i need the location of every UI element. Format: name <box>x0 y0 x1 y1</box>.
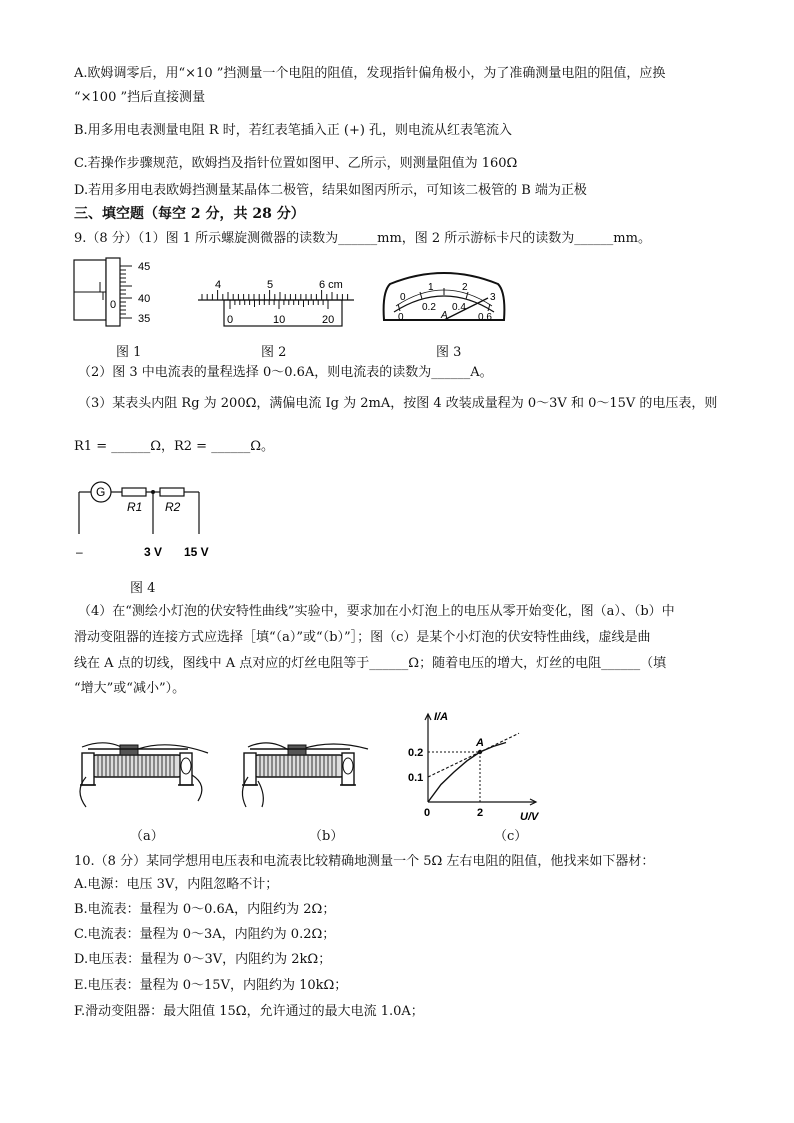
terminal-15v: 15 V <box>184 545 209 559</box>
ammeter-bottom-0: 0 <box>398 312 404 323</box>
galvanometer-label: G <box>96 485 106 499</box>
resistor-r2 <box>160 488 184 496</box>
caliper-vernier-0: 0 <box>227 314 234 326</box>
caliper-vernier-20: 20 <box>322 314 335 326</box>
fig4-caption: 图 4 <box>130 581 156 596</box>
option-a-cont: “×100 ”挡后直接测量 <box>74 90 206 105</box>
q9-part3: （3）某表头内阻 Rg 为 200Ω，满偏电流 Ig 为 2mA，按图 4 改装成量程为 0～3V 和 0～15V 的电压表，则 <box>78 396 718 411</box>
fig-a-caption: （a） <box>130 829 164 844</box>
caliper-main-ticks <box>202 290 348 300</box>
micrometer-label-45: 45 <box>138 261 151 273</box>
micrometer-label-40: 40 <box>138 293 151 305</box>
item-b: B.电流表：量程为 0～0.6A，内阻约为 2Ω； <box>74 902 336 917</box>
x-axis-label: U/V <box>520 811 539 823</box>
q9-part4-cont2: 线在 A 点的切线，图线中 A 点对应的灯丝电阻等于______Ω；随着电压的增大，灯丝的电阻______（填 <box>74 656 667 671</box>
option-a: A.欧姆调零后，用“×10 ”挡测量一个电阻的阻值，发现指针偏角极小，为了准确测量电阻的阻值，应换 <box>74 66 666 81</box>
q9-part4-cont3: “增大”或“减小”）。 <box>74 681 186 696</box>
fig-c-caption: （c） <box>494 829 528 844</box>
rheostat-b-figure <box>240 735 372 809</box>
option-d: D.若用多用电表欧姆挡测量某晶体二极管，结果如图丙所示，可知该二极管的 B 端为正极 <box>74 183 587 198</box>
caliper-vernier-10: 10 <box>273 314 286 326</box>
ammeter-bottom-06: 0.6 <box>478 312 492 323</box>
ammeter-top-3: 3 <box>490 292 496 303</box>
r2-label: R2 <box>165 500 181 514</box>
ammeter-bottom-04: 0.4 <box>452 302 466 313</box>
point-a-marker <box>478 750 482 754</box>
point-a-label: A <box>476 737 484 749</box>
caliper-main-4: 4 <box>215 279 222 291</box>
section-heading: 三、填空题（每空 2 分，共 28 分） <box>74 206 305 222</box>
fig3-caption: 图 3 <box>436 345 462 360</box>
ammeter-ticks <box>398 288 490 311</box>
resistor-r1 <box>122 488 146 496</box>
item-c: C.电流表：量程为 0～3A，内阻约为 0.2Ω； <box>74 927 336 942</box>
q10-intro: 10.（8 分）某同学想用电压表和电流表比较精确地测量一个 5Ω 左右电阻的阻值，他找来如下器材： <box>74 854 655 869</box>
item-d: D.电压表：量程为 0～3V，内阻约为 2kΩ； <box>74 952 332 967</box>
q9-part2: （2）图 3 中电流表的量程选择 0～0.6A，则电流表的读数为______A。 <box>78 365 493 380</box>
micrometer-label-0: 0 <box>110 299 117 311</box>
item-a: A.电源：电压 3V，内阻忽略不计； <box>74 877 279 892</box>
ammeter-figure <box>378 270 510 326</box>
q9-part3-answer: R1 = ______Ω，R2 = ______Ω。 <box>74 439 274 454</box>
ammeter-top-1: 1 <box>428 282 434 293</box>
caliper-main-6: 6 cm <box>319 279 343 291</box>
q9-part4: （4）在“测绘小灯泡的伏安特性曲线”实验中，要求加在小灯泡上的电压从零开始变化，图（a）、（b）中 <box>78 604 675 619</box>
option-b: B.用多用电表测量电阻 R 时，若红表笔插入正 (+) 孔，则电流从红表笔流入 <box>74 123 513 138</box>
x-tick-2: 2 <box>477 807 484 819</box>
iv-curve <box>428 743 506 803</box>
caliper-figure <box>198 278 358 330</box>
y-tick-02: 0.2 <box>408 747 424 759</box>
iv-graph <box>400 708 546 832</box>
circuit-figure <box>74 478 224 562</box>
rheostat-a-figure <box>78 735 210 809</box>
ammeter-top-0: 0 <box>400 292 406 303</box>
origin-label: 0 <box>424 807 431 819</box>
q9-part4-cont1: 滑动变阻器的连接方式应选择［填“（a）”或“（b）”］；图（c）是某个小灯泡的伏安特性曲线，虚线是曲 <box>74 630 651 645</box>
fig1-caption: 图 1 <box>116 345 142 360</box>
caliper-main-5: 5 <box>267 279 274 291</box>
micrometer-figure <box>74 258 184 330</box>
tangent-line <box>428 733 519 777</box>
ammeter-unit: A <box>441 310 448 321</box>
item-f: F.滑动变阻器：最大阻值 15Ω，允许通过的最大电流 1.0A； <box>74 1004 424 1019</box>
fig-b-caption: （b） <box>309 829 344 844</box>
q9-intro: 9.（8 分）（1）图 1 所示螺旋测微器的读数为______mm，图 2 所示游标卡尺的读数为______mm。 <box>74 231 651 246</box>
terminal-minus: – <box>76 545 83 559</box>
ammeter-bottom-02: 0.2 <box>422 302 436 313</box>
option-c: C.若操作步骤规范，欧姆挡及指针位置如图甲、乙所示，则测量阻值为 160Ω <box>74 156 518 171</box>
ammeter-top-2: 2 <box>462 282 468 293</box>
y-tick-01: 0.1 <box>408 772 424 784</box>
micrometer-label-35: 35 <box>138 313 151 325</box>
item-e: E.电压表：量程为 0～15V，内阻约为 10kΩ； <box>74 978 348 993</box>
fig2-caption: 图 2 <box>261 345 287 360</box>
terminal-3v: 3 V <box>144 545 163 559</box>
caliper-vernier-ticks <box>230 300 328 309</box>
r1-label: R1 <box>127 500 143 514</box>
y-axis-label: I/A <box>434 711 449 723</box>
